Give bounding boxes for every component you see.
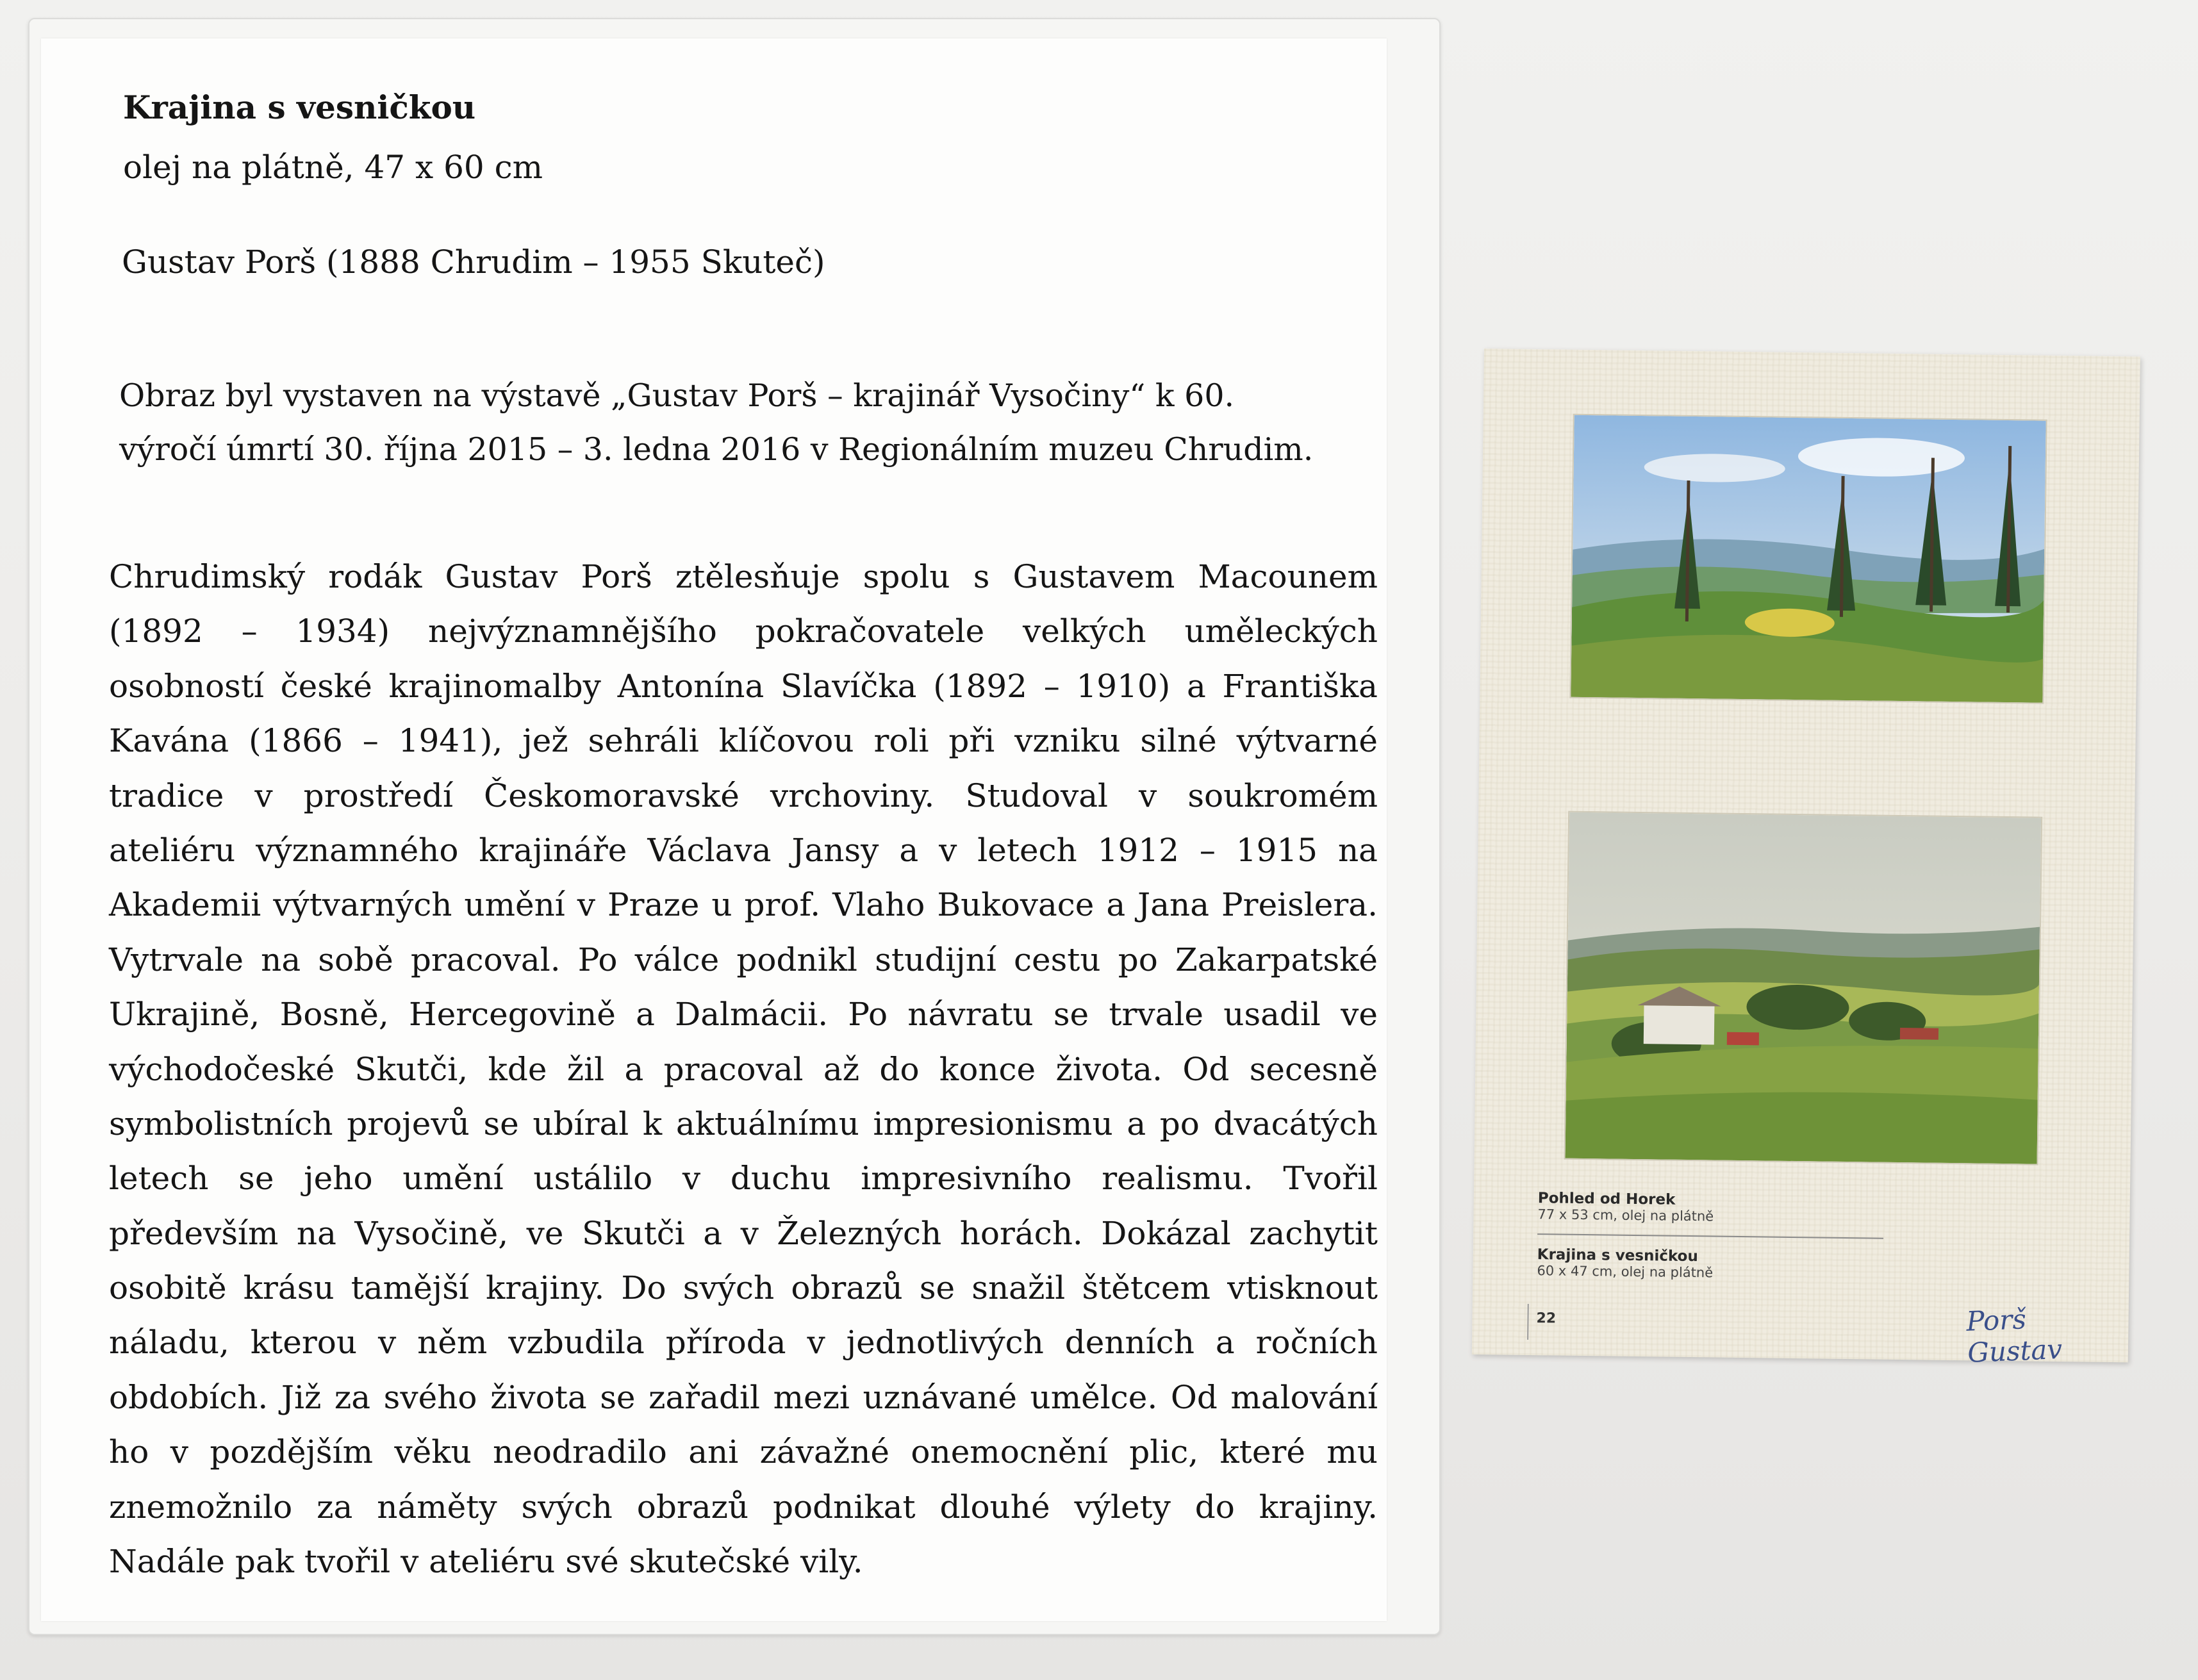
biography-line: obdobích. Již za svého života se zařadil mezi uznávané umělce. Od malování [109,1378,1378,1416]
caption-details: 60 x 47 cm, olej na plátně [1537,1263,1714,1281]
biography-line: Ukrajině, Bosně, Hercegovině a Dalmácii. Po návratu se trvale usadil ve [109,996,1378,1034]
biography-line: symbolistních projevů se ubíral k aktuálnímu impresionismu a po dvacátých [109,1105,1378,1142]
exhibition-line: Obraz byl vystaven na výstavě „Gustav Porš – krajinář Vysočiny“ k 60. [119,377,1235,414]
biography-line: Vytrvale na sobě pracoval. Po válce podnikl studijní cestu po Zakarpatské [109,941,1378,978]
biography-line: ateliéru významného krajináře Václava Jansy a v letech 1912 – 1915 na [109,831,1378,869]
biography-line: znemožnilo za náměty svých obrazů podnikat dlouhé výlety do krajiny. [109,1488,1378,1526]
biography-line: Nadále pak tvořil v ateliéru své skutečské vily. [109,1543,863,1581]
exhibition-paragraph [119,369,1356,477]
caption-title: Krajina s vesničkou [1537,1246,1698,1265]
biography-line: (1892 – 1934) nejvýznamnějšího pokračovatele velkých uměleckých [109,613,1378,650]
biography-line: osobností české krajinomalby Antonína Slavíčka (1892 – 1910) a Františka [109,667,1378,705]
biography-line: osobitě krásu tamější krajiny. Do svých obrazů se snažil štětcem vtisknout [109,1269,1378,1307]
catalogue-page [1472,349,2140,1369]
artist-line: Gustav Porš (1888 Chrudim – 1955 Skuteč) [122,243,825,281]
caption-details: 77 x 53 cm, olej na plátně [1537,1206,1714,1224]
page-number: 22 [1536,1310,1557,1327]
artwork-title: Krajina s vesničkou [123,88,476,126]
biography-line: především na Vysočině, ve Skutči a v Železných horách. Dokázal zachytit [109,1214,1378,1252]
biography-line: letech se jeho umění ustálilo v duchu impresivního realismu. Tvořil [109,1160,1378,1198]
painting-krajina-s-vesnickou [1564,811,2043,1165]
painting-pohled-od-horek [1569,414,2047,704]
biography-line: ho v pozdějším věku neodradilo ani závažné onemocnění plic, které mu [109,1433,1378,1471]
caption-painting-2 [1537,1246,1713,1280]
biography-paragraph [109,550,1378,1589]
biography-line: východočeské Skutči, kde žil a pracoval až do konce života. Od secesně [109,1050,1378,1088]
exhibition-line: výročí úmrtí 30. října 2015 – 3. ledna 2016 v Regionálním muzeu Chrudim. [119,431,1314,468]
page-marker [1527,1304,1529,1340]
biography-line: Kavána (1866 – 1941), jež sehráli klíčovou roli při vzniku silné výtvarné [109,722,1378,760]
biography-line: tradice v prostředí Českomoravské vrchoviny. Studoval v soukromém [109,777,1378,814]
caption-title: Pohled od Horek [1537,1190,1676,1208]
biography-line: náladu, kterou v něm vzbudila příroda v jednotlivých denních a ročních [109,1324,1378,1362]
painting-image [1566,812,2042,1164]
caption-painting-1 [1537,1190,1714,1224]
signature-image: Porš Gustav [1965,1303,2063,1369]
biography-line: Akademii výtvarných umění v Praze u prof. Vlaho Bukovace a Jana Preislera. [109,886,1378,924]
painting-image [1571,415,2045,703]
biography-line: Chrudimský rodák Gustav Porš ztělesňuje spolu s Gustavem Macounem [109,558,1378,595]
caption-divider [1537,1233,1883,1239]
artwork-medium: olej na plátně, 47 x 60 cm [123,149,543,186]
